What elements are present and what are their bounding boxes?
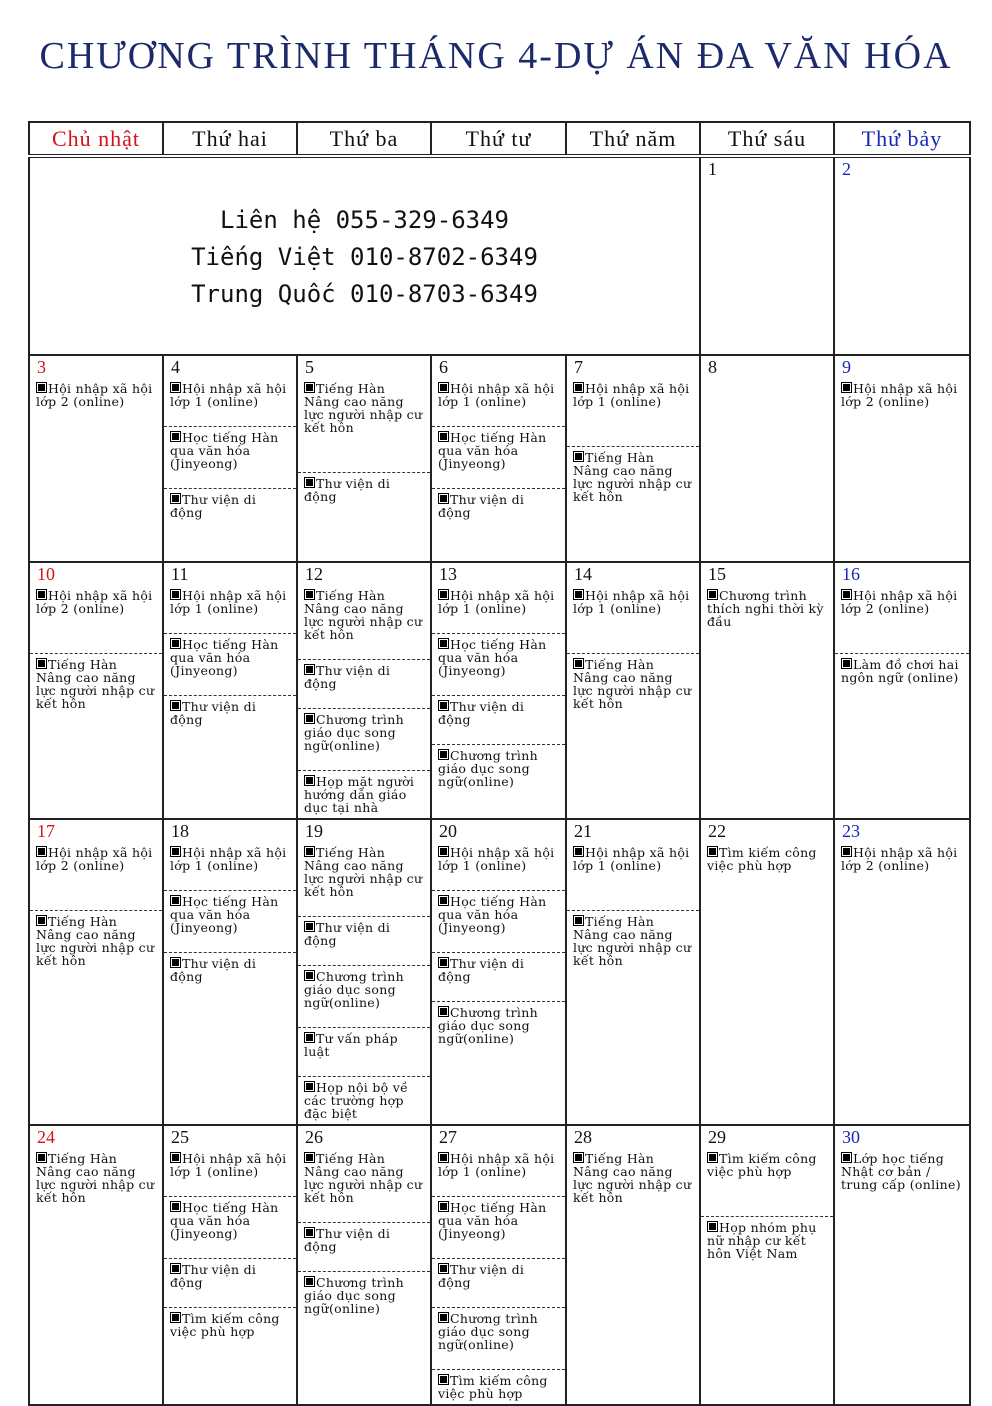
checkbox-filled-icon [36,1152,47,1163]
checkbox-filled-icon [304,589,315,600]
event-item [835,585,969,619]
event-item [164,488,296,523]
checkbox-filled-icon [304,921,315,932]
event-item [298,770,430,818]
event-label: Học tiếng Hàn qua văn hóa (Jinyeong) [170,1200,279,1241]
event-label: Tiếng Hàn Nâng cao năng lực người nhập cư kết hôn [36,914,155,968]
day-number: 17 [37,821,55,841]
day-cell [566,562,700,819]
day-cell [163,355,297,562]
event-item [432,378,565,412]
day-number: 4 [171,357,180,377]
event-label: Chương trình giáo dục song ngữ(online) [438,1005,538,1046]
event-label: Thư viện di động [170,956,257,984]
event-item [567,585,699,619]
event-label: Tìm kiếm công việc phù hợp [170,1311,280,1339]
contact-main: Liên hệ 055-329-6349 [220,206,509,234]
checkbox-filled-icon [707,1152,718,1163]
event-label: Hội nhập xã hội lớp 1 (online) [438,1151,555,1179]
checkbox-filled-icon [573,382,584,393]
contact-block [29,156,700,355]
event-item [164,890,296,938]
checkbox-filled-icon [438,493,449,504]
event-label: Hội nhập xã hội lớp 1 (online) [170,1151,287,1179]
day-cell [297,1125,431,1405]
day-number: 25 [171,1127,189,1147]
checkbox-filled-icon [438,1374,449,1385]
weekday-header-row [29,122,970,156]
checkbox-filled-icon [707,1221,718,1232]
calendar-table [28,121,971,1406]
event-label: Học tiếng Hàn qua văn hóa (Jinyeong) [170,637,279,678]
day-cell [700,355,834,562]
event-label: Tìm kiếm công việc phù hợp [707,845,817,873]
checkbox-filled-icon [36,658,47,669]
checkbox-filled-icon [573,658,584,669]
checkbox-filled-icon [841,382,852,393]
day-cell [297,355,431,562]
checkbox-filled-icon [304,1032,315,1043]
day-number: 22 [708,821,726,841]
event-item [432,890,565,938]
day-number: 5 [305,357,314,377]
event-label: Hội nhập xã hội lớp 1 (online) [573,588,690,616]
event-item [835,378,969,412]
event-label: Học tiếng Hàn qua văn hóa (Jinyeong) [438,1200,547,1241]
checkbox-filled-icon [170,1312,181,1323]
checkbox-filled-icon [304,664,315,675]
event-label: Tiếng Hàn Nâng cao năng lực người nhập cư kết hôn [304,588,423,642]
checkbox-filled-icon [304,1081,315,1092]
day-cell [834,819,970,1125]
day-cell [834,355,970,562]
day-cell [566,1125,700,1405]
event-item [30,842,162,876]
day-cell [566,819,700,1125]
weekday-saturday: Thứ bảy [834,122,970,156]
event-item [432,1258,565,1293]
week-row [29,562,970,819]
checkbox-filled-icon [438,1201,449,1212]
event-item [432,952,565,987]
event-label: Tư vấn pháp luật [304,1031,398,1059]
day-cell [163,1125,297,1405]
weekday-tuesday: Thứ ba [297,122,431,156]
event-label: Thư viện di động [170,492,257,520]
event-item [835,653,969,688]
event-item [164,585,296,619]
day-number: 3 [37,357,46,377]
day-cell [163,819,297,1125]
checkbox-filled-icon [36,589,47,600]
day-cell [29,819,163,1125]
weekday-friday: Thứ sáu [700,122,834,156]
checkbox-filled-icon [304,970,315,981]
event-label: Học tiếng Hàn qua văn hóa (Jinyeong) [170,894,279,935]
day-number: 29 [708,1127,726,1147]
event-item [567,842,699,876]
event-label: Hội nhập xã hội lớp 2 (online) [841,845,958,873]
event-label: Tiếng Hàn Nâng cao năng lực người nhập cư kết hôn [573,450,692,504]
event-item [298,965,430,1013]
event-label: Tiếng Hàn Nâng cao năng lực người nhập cư kết hôn [36,657,155,711]
checkbox-filled-icon [304,1276,315,1287]
event-item [298,916,430,951]
week-row [29,156,970,355]
event-label: Tiếng Hàn Nâng cao năng lực người nhập cư kết hôn [573,914,692,968]
weekday-sunday: Chủ nhật [29,122,163,156]
event-item [432,488,565,523]
day-number: 21 [574,821,592,841]
checkbox-filled-icon [438,431,449,442]
checkbox-filled-icon [841,658,852,669]
event-label: Hội nhập xã hội lớp 1 (online) [170,845,287,873]
checkbox-filled-icon [573,915,584,926]
event-label: Chương trình giáo dục song ngữ(online) [304,969,404,1010]
event-item [432,1307,565,1355]
event-label: Hội nhập xã hội lớp 1 (online) [573,845,690,873]
event-label: Họp mặt người hướng dẫn giáo dục tại nhà [304,774,415,815]
day-cell [700,1125,834,1405]
event-label: Hội nhập xã hội lớp 1 (online) [170,588,287,616]
checkbox-filled-icon [438,638,449,649]
event-item [567,910,699,971]
day-cell [297,819,431,1125]
event-item [30,653,162,714]
event-item [164,1258,296,1293]
event-item [701,585,833,632]
event-item [164,426,296,474]
day-number: 9 [842,357,851,377]
day-cell [834,1125,970,1405]
week-row [29,355,970,562]
event-item [432,842,565,876]
event-item [30,585,162,619]
event-label: Học tiếng Hàn qua văn hóa (Jinyeong) [438,430,547,471]
event-item [298,1076,430,1124]
day-number: 15 [708,564,726,584]
event-label: Tìm kiếm công việc phù hợp [438,1373,548,1401]
event-item [298,585,430,645]
event-item [701,1148,833,1182]
day-number: 2 [842,159,851,179]
checkbox-filled-icon [304,382,315,393]
checkbox-filled-icon [170,1152,181,1163]
checkbox-filled-icon [304,1152,315,1163]
checkbox-filled-icon [573,1152,584,1163]
day-cell [297,562,431,819]
day-number: 12 [305,564,323,584]
contact-chinese: Trung Quốc 010-8703-6349 [191,280,538,308]
checkbox-filled-icon [36,382,47,393]
event-item [567,378,699,412]
checkbox-filled-icon [170,493,181,504]
event-item [164,1148,296,1182]
event-item [30,378,162,412]
event-label: Thư viện di động [304,663,391,691]
checkbox-filled-icon [573,846,584,857]
day-cell [700,562,834,819]
day-number: 6 [439,357,448,377]
event-item [298,1148,430,1208]
event-label: Thư viện di động [438,492,525,520]
event-item [164,633,296,681]
event-item [432,1001,565,1049]
event-label: Tiếng Hàn Nâng cao năng lực người nhập cư kết hôn [573,1151,692,1205]
event-item [164,1307,296,1342]
day-number: 27 [439,1127,457,1147]
event-label: Hội nhập xã hội lớp 1 (online) [170,381,287,409]
event-label: Thư viện di động [170,1262,257,1290]
event-label: Hội nhập xã hội lớp 2 (online) [841,381,958,409]
event-item [164,842,296,876]
day-number: 20 [439,821,457,841]
event-label: Hội nhập xã hội lớp 2 (online) [36,381,153,409]
event-label: Họp nội bộ về các trường hợp đặc biệt [304,1080,409,1121]
checkbox-filled-icon [304,1227,315,1238]
event-item [567,653,699,714]
event-label: Học tiếng Hàn qua văn hóa (Jinyeong) [438,894,547,935]
event-item [164,378,296,412]
event-label: Học tiếng Hàn qua văn hóa (Jinyeong) [170,430,279,471]
event-item [432,585,565,619]
day-cell [29,355,163,562]
event-label: Thư viện di động [170,699,257,727]
day-cell [431,355,566,562]
event-item [298,472,430,507]
checkbox-filled-icon [438,957,449,968]
day-cell [566,355,700,562]
checkbox-filled-icon [841,1152,852,1163]
checkbox-filled-icon [438,749,449,760]
event-label: Hội nhập xã hội lớp 2 (online) [36,845,153,873]
event-label: Thư viện di động [438,1262,525,1290]
event-label: Chương trình giáo dục song ngữ(online) [304,712,404,753]
day-number: 18 [171,821,189,841]
event-label: Hội nhập xã hội lớp 2 (online) [36,588,153,616]
checkbox-filled-icon [36,915,47,926]
weekday-thursday: Thứ năm [566,122,700,156]
event-label: Hội nhập xã hội lớp 1 (online) [438,588,555,616]
event-item [567,1148,699,1208]
day-number: 11 [171,564,189,584]
checkbox-filled-icon [841,589,852,600]
checkbox-filled-icon [438,1006,449,1017]
checkbox-filled-icon [438,700,449,711]
checkbox-filled-icon [438,1152,449,1163]
event-item [298,659,430,694]
checkbox-filled-icon [573,451,584,462]
day-number: 1 [708,159,717,179]
week-row [29,1125,970,1405]
checkbox-filled-icon [438,1312,449,1323]
event-item [432,1148,565,1182]
day-number: 16 [842,564,860,584]
event-item [30,910,162,971]
checkbox-filled-icon [304,713,315,724]
event-label: Hội nhập xã hội lớp 1 (online) [573,381,690,409]
weekday-monday: Thứ hai [163,122,297,156]
day-number: 24 [37,1127,55,1147]
event-item [30,1148,162,1208]
checkbox-filled-icon [170,1201,181,1212]
event-item [298,842,430,902]
day-cell [431,562,566,819]
day-number: 7 [574,357,583,377]
event-label: Thư viện di động [438,699,525,727]
checkbox-filled-icon [170,846,181,857]
event-item [432,744,565,792]
event-label: Làm đồ chơi hai ngôn ngữ (online) [841,657,959,685]
day-number: 30 [842,1127,860,1147]
event-label: Tiếng Hàn Nâng cao năng lực người nhập cư kết hôn [304,1151,423,1205]
event-label: Thư viện di động [304,920,391,948]
event-item [298,1027,430,1062]
event-label: Lớp học tiếng Nhật cơ bản / trung cấp (online) [841,1151,961,1192]
event-item [567,446,699,507]
event-item [298,708,430,756]
day-cell [29,1125,163,1405]
event-item [432,1369,565,1404]
checkbox-filled-icon [170,895,181,906]
event-item [432,695,565,730]
event-item [164,1196,296,1244]
day-number: 28 [574,1127,592,1147]
event-label: Thư viện di động [438,956,525,984]
event-label: Tiếng Hàn Nâng cao năng lực người nhập cư kết hôn [573,657,692,711]
checkbox-filled-icon [304,846,315,857]
checkbox-filled-icon [438,589,449,600]
week-row [29,819,970,1125]
day-cell [700,819,834,1125]
checkbox-filled-icon [170,382,181,393]
event-label: Tiếng Hàn Nâng cao năng lực người nhập cư kết hôn [36,1151,155,1205]
event-item [835,1148,969,1195]
checkbox-filled-icon [170,431,181,442]
checkbox-filled-icon [438,382,449,393]
checkbox-filled-icon [170,638,181,649]
event-label: Thư viện di động [304,476,391,504]
weekday-wednesday: Thứ tư [431,122,566,156]
event-label: Chương trình giáo dục song ngữ(online) [438,1311,538,1352]
event-item [432,633,565,681]
day-cell [29,562,163,819]
day-number: 26 [305,1127,323,1147]
checkbox-filled-icon [438,1263,449,1274]
event-label: Chương trình giáo dục song ngữ(online) [438,748,538,789]
event-item [298,1222,430,1257]
event-label: Hội nhập xã hội lớp 2 (online) [841,588,958,616]
event-item [164,695,296,730]
day-cell [163,562,297,819]
event-label: Học tiếng Hàn qua văn hóa (Jinyeong) [438,637,547,678]
day-number: 23 [842,821,860,841]
event-label: Hội nhập xã hội lớp 1 (online) [438,845,555,873]
checkbox-filled-icon [438,895,449,906]
day-cell [700,156,834,355]
event-item [432,1196,565,1244]
day-number: 19 [305,821,323,841]
event-item [164,952,296,987]
event-item [298,378,430,438]
checkbox-filled-icon [170,1263,181,1274]
event-label: Chương trình giáo dục song ngữ(online) [304,1275,404,1316]
event-label: Tiếng Hàn Nâng cao năng lực người nhập cư kết hôn [304,381,423,435]
day-cell [431,1125,566,1405]
checkbox-filled-icon [304,775,315,786]
checkbox-filled-icon [707,846,718,857]
day-number: 13 [439,564,457,584]
contact-vietnamese: Tiếng Việt 010-8702-6349 [191,243,538,271]
day-cell [834,562,970,819]
checkbox-filled-icon [170,700,181,711]
day-number: 10 [37,564,55,584]
event-label: Họp nhóm phụ nữ nhập cư kết hôn Việt Nam [707,1220,817,1261]
day-number: 14 [574,564,592,584]
event-label: Hội nhập xã hội lớp 1 (online) [438,381,555,409]
event-label: Chương trình thích nghi thời kỳ đầu [707,588,824,629]
event-item [835,842,969,876]
event-item [701,1216,833,1264]
event-item [432,426,565,474]
checkbox-filled-icon [438,846,449,857]
day-cell [431,819,566,1125]
checkbox-filled-icon [170,589,181,600]
event-label: Thư viện di động [304,1226,391,1254]
checkbox-filled-icon [36,846,47,857]
event-label: Tiếng Hàn Nâng cao năng lực người nhập cư kết hôn [304,845,423,899]
day-cell [834,156,970,355]
event-item [298,1271,430,1319]
checkbox-filled-icon [304,477,315,488]
checkbox-filled-icon [573,589,584,600]
checkbox-filled-icon [841,846,852,857]
checkbox-filled-icon [170,957,181,968]
page-title: CHƯƠNG TRÌNH THÁNG 4-DỰ ÁN ĐA VĂN HÓA [39,35,953,77]
event-item [701,842,833,876]
event-label: Tìm kiếm công việc phù hợp [707,1151,817,1179]
checkbox-filled-icon [707,589,718,600]
day-number: 8 [708,357,717,377]
